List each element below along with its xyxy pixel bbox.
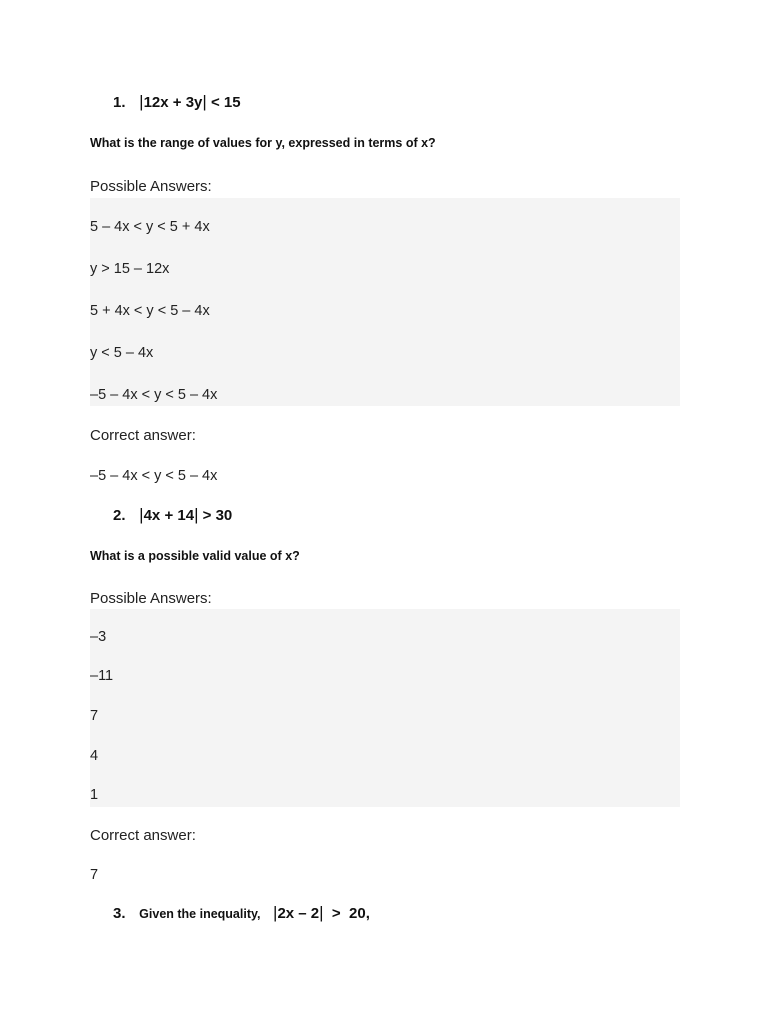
- problem-number: 2.: [113, 507, 126, 524]
- problem-2-title: [113, 505, 232, 525]
- problem-expression-tail: > 30: [198, 507, 233, 524]
- correct-answer-label: Correct answer:: [90, 427, 196, 444]
- answer-option[interactable]: 7: [90, 708, 99, 724]
- answer-option[interactable]: –11: [90, 668, 114, 684]
- problem-number: 1.: [113, 94, 126, 111]
- problem-expression: 2x – 2: [277, 905, 320, 922]
- answer-option[interactable]: y > 15 – 12x: [90, 261, 170, 277]
- correct-answer-label: Correct answer:: [90, 827, 196, 844]
- abs-bar-open: |: [139, 92, 144, 111]
- problem-2-question: What is a possible valid value of x?: [90, 549, 300, 563]
- abs-bar-close: |: [319, 903, 324, 922]
- problem-expression-tail: > 20,: [323, 905, 370, 922]
- answer-option[interactable]: y < 5 – 4x: [90, 345, 154, 361]
- answers-list: [90, 609, 680, 807]
- possible-answers-label: Possible Answers:: [90, 590, 212, 607]
- answers-list: [90, 198, 680, 406]
- problem-expression: 4x + 14: [143, 507, 195, 524]
- problem-1-question: What is the range of values for y, expressed in terms of x?: [90, 136, 436, 150]
- correct-answer-value: –5 – 4x < y < 5 – 4x: [90, 468, 218, 484]
- answer-option[interactable]: 5 – 4x < y < 5 + 4x: [90, 219, 210, 235]
- possible-answers-label: Possible Answers:: [90, 178, 212, 195]
- answer-option[interactable]: –3: [90, 629, 107, 645]
- abs-bar-open: |: [139, 505, 144, 524]
- correct-answer-value: 7: [90, 867, 99, 883]
- problem-3-lead: Given the inequality,: [139, 907, 261, 921]
- problem-expression-tail: < 15: [206, 94, 241, 111]
- abs-bar-close: |: [194, 505, 199, 524]
- abs-bar-open: |: [273, 903, 278, 922]
- answer-option[interactable]: 5 + 4x < y < 5 – 4x: [90, 303, 210, 319]
- answer-option[interactable]: 4: [90, 748, 99, 764]
- abs-bar-close: |: [202, 92, 207, 111]
- problem-3-title: [113, 903, 370, 923]
- answer-option[interactable]: –5 – 4x < y < 5 – 4x: [90, 387, 218, 403]
- problem-expression: 12x + 3y: [143, 94, 203, 111]
- problem-number: 3.: [113, 905, 126, 922]
- problem-1-title: [113, 92, 241, 112]
- answer-option[interactable]: 1: [90, 787, 99, 803]
